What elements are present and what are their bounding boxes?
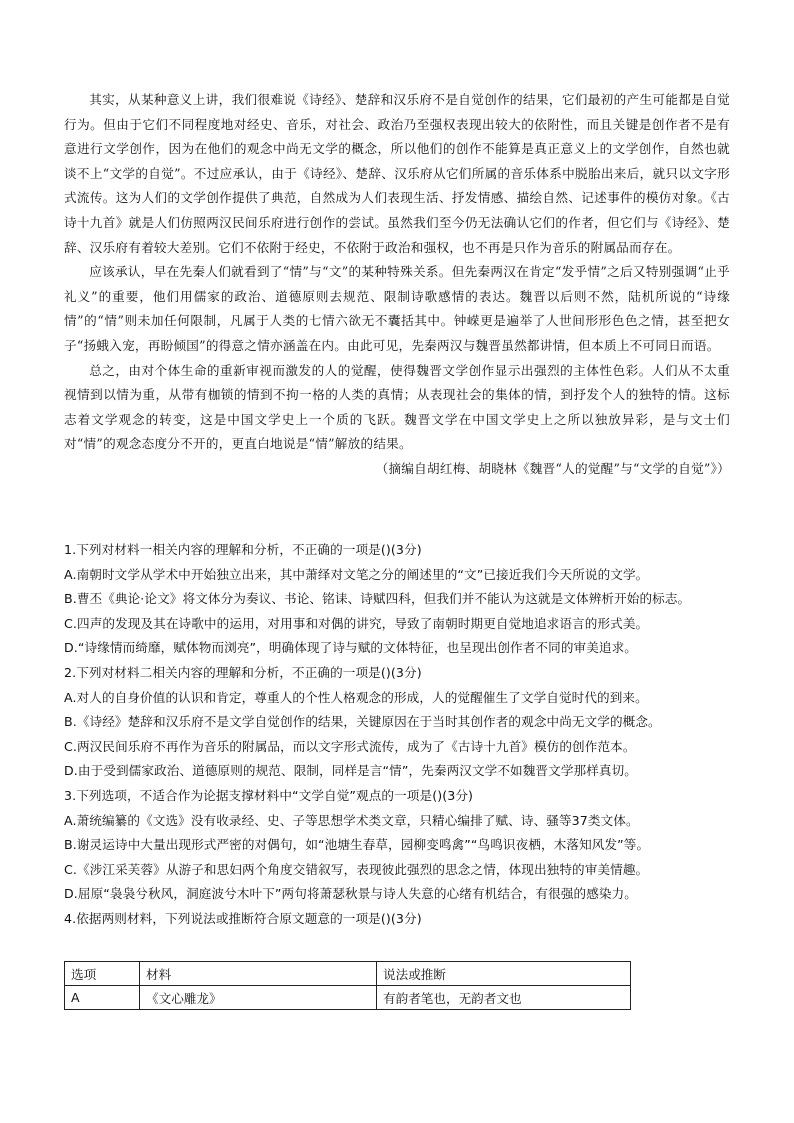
question-2-option-b: B.《诗经》楚辞和汉乐府不是文学自觉创作的结果，关键原因在于当时其创作者的观念中尚无文学的概念。 — [64, 714, 661, 730]
table-header-material: 材料 — [140, 962, 377, 986]
question-list — [64, 538, 734, 932]
question-2-option-d: D.由于受到儒家政治、道德原则的规范、限制，同样是言“情”，先秦两汉文学不如魏晋文学那样真切。 — [64, 763, 637, 779]
question-3-option-a: A.萧统编纂的《文选》没有收录经、史、子等思想学术类文章，只精心编排了赋、诗、骚等37类文体。 — [64, 812, 639, 828]
table-header-statement: 说法或推断 — [377, 962, 631, 986]
question-1-option-d: D.“诗缘情而绮靡，赋体物而浏亮”，明确体现了诗与赋的文体特征，也呈现出创作者不同的审美追求。 — [64, 640, 637, 656]
table-cell-material: 《文心雕龙》 — [140, 986, 377, 1010]
table-header-row — [65, 962, 631, 986]
question-1-option-a: A.南朝时文学从学术中开始独立出来，其中萧绎对文笔之分的阐述里的“文”已接近我们今天所说的文学。 — [64, 566, 649, 582]
question-3-option-b: B.谢灵运诗中大量出现形式严密的对偶句，如“池塘生春草，园柳变鸣禽”“鸟鸣识夜栖，木落知风发”等。 — [64, 837, 650, 853]
question-2-stem: 2.下列对材料二相关内容的理解和分析，不正确的一项是()(3分) — [64, 664, 422, 680]
question-2-option-a: A.对人的自身价值的认识和肯定，尊重人的个性人格观念的形成，人的觉醒催生了文学自觉时代的到来。 — [64, 689, 648, 705]
table-header-option: 选项 — [65, 962, 140, 986]
passage-paragraph-1: 其实，从某种意义上讲，我们很难说《诗经》、楚辞和汉乐府不是自觉创作的结果，它们最初的产生可能都是自觉行为。但由于它们不同程度地对经史、音乐，对社会、政治乃至强权表现出较大的依附性，而且关键是创作者不是有意进行文学创作，因为在他们的观念中尚无文学的概念，所以他们的创作不能算是真正意义上的文学创作，自然也就谈不上“文学的自觉”。不过应承认，由于《诗经》、楚辞、汉乐府从它们所属的音乐体系中脱胎出来后，就只以文字形式流传。这为人们的文学创作提供了典范，自然成为人们表现生活、抒发情感、描绘自然、记述事件的模仿对象。《古诗十九首》就是人们仿照两汉民间乐府进行创作的尝试。虽然我们至今仍无法确认它们的作者，但它们与《诗经》、楚辞、汉乐府有着较大差别。它们不依附于经史，不依附于政治和强权，也不再是只作为音乐的附属品而存在。 — [64, 92, 730, 255]
table-cell-option: A — [65, 986, 140, 1010]
question-4-table — [64, 961, 631, 1010]
reading-passage — [64, 88, 730, 482]
question-1-option-b: B.曹丕《典论·论文》将文体分为奏议、书论、铭诔、诗赋四科，但我们并不能认为这就是文体辨析开始的标志。 — [64, 591, 691, 607]
question-2-option-c: C.两汉民间乐府不再作为音乐的附属品，而以文字形式流传，成为了《古诗十九首》模仿的创作范本。 — [64, 738, 636, 754]
question-3-option-d: D.屈原“袅袅兮秋风，洞庭波兮木叶下”两句将萧瑟秋景与诗人失意的心绪有机结合，有很强的感染力。 — [64, 886, 637, 902]
question-4-stem: 4.依据两则材料，下列说法或推断符合原文题意的一项是()(3分) — [64, 910, 422, 926]
passage-paragraph-2: 应该承认，早在先秦人们就看到了“情”与“文”的某种特殊关系。但先秦两汉在肯定“发乎情”之后又特别强调“止乎礼义”的重要，他们用儒家的政治、道德原则去规范、限制诗歌感情的表达。魏晋以后则不然，陆机所说的“诗缘情”的“情”则未加任何限制，凡属于人类的七情六欲无不囊括其中。钟嵘更是遍举了人世间形形色色之情，甚至把女子“扬蛾入宠，再盼倾国”的得意之情亦涵盖在内。由此可见，先秦两汉与魏晋虽然都讲情，但本质上不可同日而语。 — [64, 264, 730, 353]
question-3-option-c: C.《涉江采芙蓉》从游子和思妇两个角度交错叙写，表现彼此强烈的思念之情，体现出独特的审美情趣。 — [64, 861, 649, 877]
passage-source: （摘编自胡红梅、胡晓林《魏晋“人的觉醒”与“文学的自觉”》） — [375, 460, 730, 476]
question-1-stem: 1.下列对材料一相关内容的理解和分析，不正确的一项是()(3分) — [64, 542, 422, 557]
table-cell-statement: 有韵者笔也，无韵者文也 — [377, 986, 631, 1010]
passage-paragraph-3: 总之，由对个体生命的重新审视而激发的人的觉醒，使得魏晋文学创作显示出强烈的主体性色彩。人们从不太重视情到以情为重，从带有枷锁的情到不拘一格的人类的真情；从表现社会的集体的情，到抒发个人的独特的情。这标志着文学观念的转变，这是中国文学史上一个质的飞跃。魏晋文学在中国文学史上之所以独放异彩，是与文士们对“情”的观念态度分不开的，更直白地说是“情”解放的结果。 — [64, 362, 730, 452]
question-3-stem: 3.下列选项，不适合作为论据支撑材料中“文学自觉”观点的一项是()(3分) — [64, 787, 474, 803]
table-row — [65, 986, 631, 1010]
question-1-option-c: C.四声的发现及其在诗歌中的运用，对用事和对偶的讲究，导致了南朝时期更自觉地追求语言的形式美。 — [64, 615, 649, 631]
